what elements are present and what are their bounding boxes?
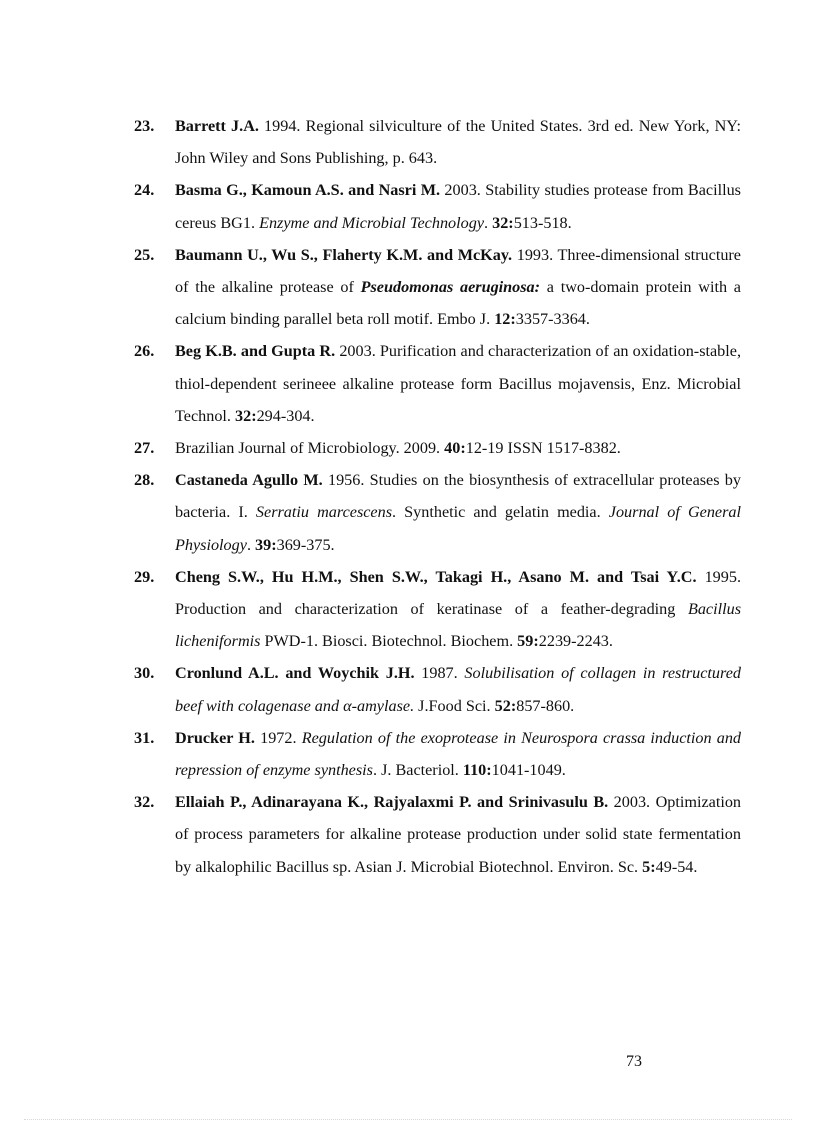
- reference-text: a two-domain protein with a calcium binding parallel beta roll motif. Embo J.: [175, 278, 741, 329]
- reference-bold-text: Ellaiah P., Adinarayana K., Rajyalaxmi P. and Srinivasulu B.: [175, 793, 609, 812]
- reference-text: 3357-3364.: [515, 310, 590, 329]
- reference-number: 30.: [134, 664, 155, 683]
- reference-number: 31.: [134, 728, 155, 747]
- reference-text: 12-19 ISSN 1517-8382.: [465, 439, 621, 458]
- reference-entry: [133, 561, 741, 658]
- reference-number: 28.: [134, 471, 155, 490]
- reference-number: 24.: [134, 181, 155, 200]
- reference-text: .: [246, 535, 256, 554]
- reference-number: 25.: [134, 245, 155, 264]
- reference-text: 1972.: [254, 728, 302, 747]
- reference-number: 26.: [134, 342, 155, 361]
- reference-text: 1041-1049.: [491, 761, 566, 780]
- reference-text: 1987.: [414, 664, 465, 683]
- reference-italic-text: Solubilisation of collagen in restructured beef with colagenase and α-amylase.: [175, 664, 741, 715]
- reference-italic-text: Serratiu marcescens: [255, 503, 393, 522]
- reference-bold-text: Beg K.B. and Gupta R.: [175, 342, 336, 361]
- reference-italic-text: Journal of General Physiology: [175, 503, 741, 554]
- reference-text: 2239-2243.: [538, 632, 613, 651]
- reference-bold-text: 12:: [494, 310, 516, 329]
- reference-text: .: [484, 213, 493, 232]
- reference-number: 23.: [134, 117, 155, 135]
- reference-entry: [133, 722, 741, 786]
- reference-text: 1994. Regional silviculture of the United States. 3rd ed. New York, NY: John Wiley and Sons Publishing, p. 643.: [175, 117, 741, 168]
- reference-entry: [133, 464, 741, 561]
- reference-text: Brazilian Journal of Microbiology. 2009.: [175, 439, 445, 458]
- reference-text: 2003. Stability studies protease from Bacillus cereus BG1.: [175, 181, 741, 232]
- reference-bold-text: 52:: [494, 696, 517, 715]
- reference-entry: [133, 174, 741, 238]
- reference-bold-text: 39:: [255, 535, 277, 554]
- reference-italic-text: Enzyme and Microbial Technology: [259, 213, 485, 232]
- reference-bold-italic-text: Pseudomonas aeruginosa:: [360, 278, 541, 297]
- reference-text: J.Food Sci.: [414, 696, 495, 715]
- reference-list: [133, 110, 741, 883]
- reference-entry: [133, 432, 741, 464]
- reference-bold-text: Cronlund A.L. and Woychik J.H.: [175, 664, 415, 683]
- reference-entry: [133, 239, 741, 336]
- reference-bold-text: Barrett J.A.: [175, 117, 259, 135]
- reference-text: 1993. Three-dimensional structure of the alkaline protease of: [175, 245, 741, 297]
- reference-bold-text: Basma G., Kamoun A.S. and Nasri M.: [175, 181, 441, 200]
- reference-italic-text: Regulation of the exoprotease in Neurospora crassa induction and repression of enzyme synthesis: [175, 728, 742, 780]
- reference-italic-text: Bacillus licheniformis: [175, 600, 741, 651]
- reference-text: . J. Bacteriol.: [372, 761, 463, 780]
- reference-entry: [133, 657, 741, 721]
- reference-bold-text: Cheng S.W., Hu H.M., Shen S.W., Takagi H., Asano M. and Tsai Y.C.: [175, 567, 697, 586]
- reference-text: 1956. Studies on the biosynthesis of extracellular proteases by bacteria. I.: [175, 471, 741, 522]
- reference-bold-text: Drucker H.: [175, 728, 255, 747]
- reference-number: 27.: [134, 439, 155, 458]
- reference-entry: [133, 335, 741, 432]
- reference-entry: [133, 786, 741, 883]
- reference-number: 32.: [134, 793, 155, 812]
- reference-text: 1995. Production and characterization of keratinase of a feather-degrading: [175, 567, 742, 619]
- reference-text: 513-518.: [513, 213, 572, 232]
- reference-bold-text: 59:: [517, 632, 539, 651]
- reference-text: 2003. Purification and characterization of an oxidation-stable, thiol-dependent serineee alkaline protease form Bacillus mojavensis, Enz. Microbial Technol.: [175, 342, 741, 425]
- reference-bold-text: Baumann U., Wu S., Flaherty K.M. and McKay.: [175, 245, 513, 264]
- reference-number: 29.: [134, 567, 155, 586]
- reference-text: 2003. Optimization of process parameters for alkaline protease production under solid state fermentation by alkalophilic Bacillus sp. Asian J. Microbial Biotechnol. Environ. Sc.: [175, 793, 742, 876]
- page-number: 73: [626, 1053, 642, 1070]
- reference-entry: [133, 110, 741, 174]
- reference-text: 369-375.: [276, 535, 335, 554]
- reference-bold-text: 32:: [492, 213, 514, 232]
- reference-text: 49-54.: [655, 857, 698, 876]
- reference-bold-text: 40:: [444, 439, 466, 458]
- page-bottom-divider: [24, 1119, 792, 1120]
- reference-text: PWD-1. Biosci. Biotechnol. Biochem.: [260, 632, 518, 651]
- reference-bold-text: 32:: [235, 406, 257, 425]
- reference-bold-text: Castaneda Agullo M.: [175, 471, 323, 490]
- reference-text: 857-860.: [516, 696, 575, 715]
- reference-text: . Synthetic and gelatin media.: [392, 503, 609, 522]
- reference-text: 294-304.: [256, 406, 315, 425]
- reference-bold-text: 110:: [462, 761, 492, 780]
- reference-bold-text: 5:: [642, 857, 656, 876]
